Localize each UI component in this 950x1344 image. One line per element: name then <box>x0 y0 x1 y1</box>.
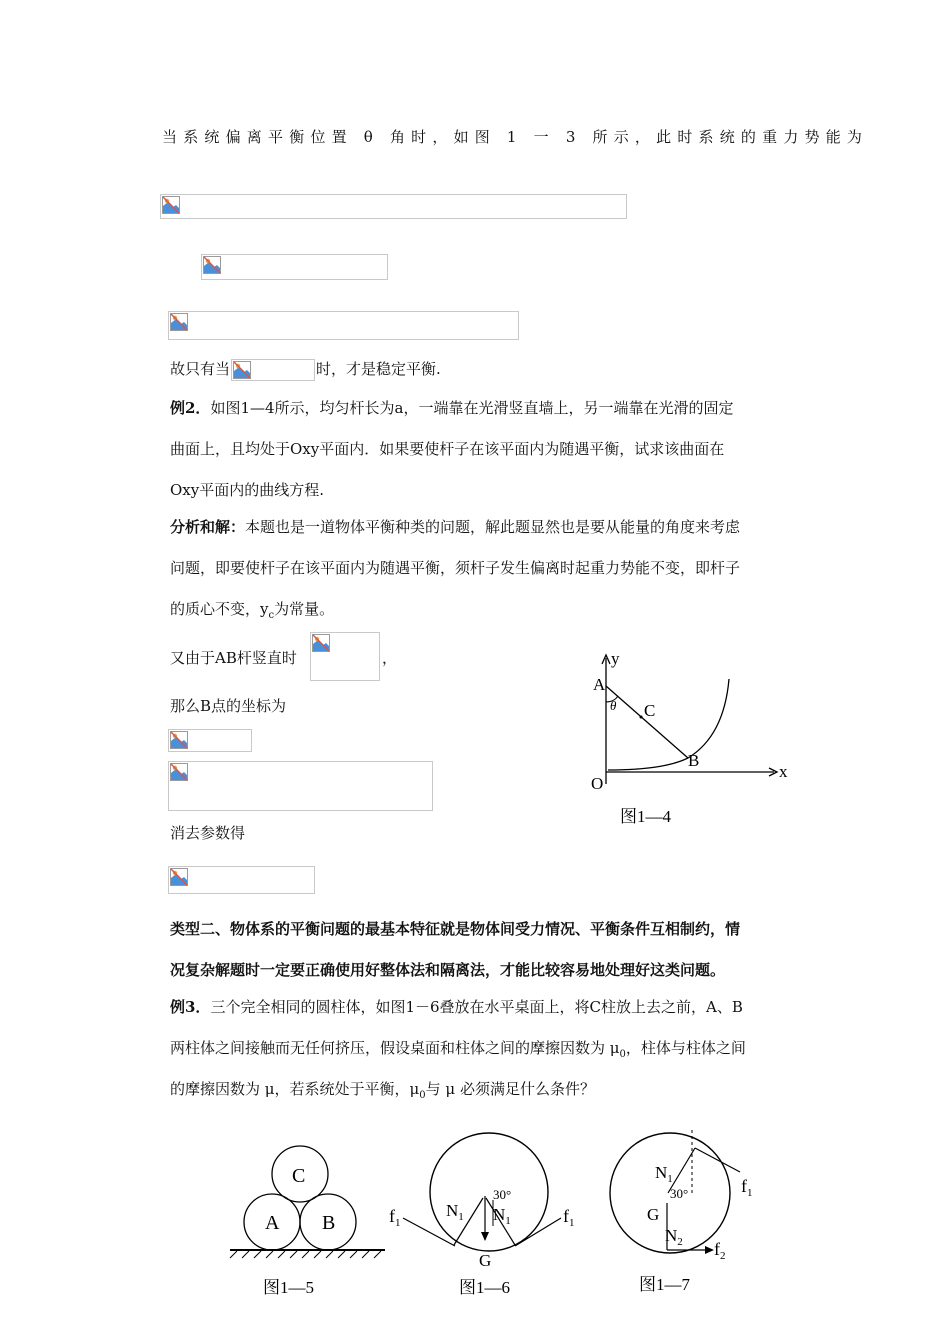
friction-right <box>515 1218 561 1246</box>
label-f1-right: $f_1$ <box>563 1206 575 1229</box>
label-b: B <box>688 751 700 770</box>
analysis-line-3: 的质心不变，$y_c$为常量。 <box>170 600 335 621</box>
broken-image-icon <box>162 196 180 214</box>
equation-image <box>168 729 252 752</box>
label-g: G <box>479 1251 492 1270</box>
label-a: A <box>593 675 606 694</box>
text-line-stable: 故只有当 时，才是稳定平衡. <box>170 359 441 381</box>
equation-image <box>310 632 380 681</box>
figure-1-7 <box>610 1130 753 1294</box>
figure-caption: 图1—6 <box>459 1278 510 1297</box>
cylinder-outline <box>430 1133 548 1251</box>
text-line-eliminate: 消去参数得 <box>170 824 246 842</box>
label-n1-right: $N_1$ <box>493 1205 511 1227</box>
example-2-line-1: 例2．如图1—4所示，均匀杆长为a，一端靠在光滑竖直墙上，另一端靠在光滑的固定 <box>170 399 734 417</box>
example-3-line-1: 例3．三个完全相同的圆柱体，如图1－6叠放在水平桌面上，将C柱放上去之前，A、B <box>170 998 743 1016</box>
broken-image-icon <box>170 313 188 331</box>
arrow-head-icon <box>705 1246 714 1254</box>
label-angle: 30° <box>670 1186 689 1201</box>
text-line-b-coordinate: 那么B点的坐标为 <box>170 697 287 715</box>
broken-image-icon <box>170 763 188 781</box>
type-2-line-1: 类型二、物体系的平衡问题的最基本特征就是物体间受力情况、平衡条件互相制约，情 <box>170 920 741 938</box>
label-n1-left: $N_1$ <box>446 1201 464 1223</box>
example-2-line-3: Oxy平面内的曲线方程. <box>170 481 324 499</box>
analysis-line-2: 问题，即要使杆子在该平面内为随遇平衡，须杆子发生偏离时起重力势能不变，即杆子 <box>170 559 741 577</box>
equation-image <box>160 194 627 219</box>
label-f2: $f_2$ <box>714 1239 726 1262</box>
equation-image <box>168 311 519 340</box>
friction-left <box>403 1218 455 1246</box>
example-2-line-2: 曲面上，且均处于Oxy平面内．如果要使杆子在该平面内为随遇平衡，试求该曲面在 <box>170 440 725 458</box>
broken-image-icon <box>312 634 330 652</box>
label-f1: $f_1$ <box>741 1176 753 1199</box>
figure-caption: 图1—5 <box>263 1278 314 1297</box>
label-x: x <box>779 762 788 781</box>
equation-image <box>201 254 388 280</box>
arrow-head-icon <box>481 1232 489 1241</box>
equation-image <box>168 761 433 811</box>
broken-image-icon <box>203 256 221 274</box>
equation-image <box>168 866 315 894</box>
label-g: G <box>647 1205 660 1224</box>
label-b: B <box>322 1212 336 1234</box>
point-c <box>640 716 643 719</box>
comma: ， <box>382 649 398 667</box>
analysis-line-1: 分析和解：本题也是一道物体平衡种类的问题，解此题显然也是要从能量的角度来考虑 <box>170 518 741 536</box>
hatching <box>230 1251 381 1258</box>
friction-top <box>695 1148 740 1172</box>
example-3-line-2: 两柱体之间接触而无任何挤压，假设桌面和柱体之间的摩擦因数为 $\mu_0$，柱体与柱体之间 <box>170 1039 746 1060</box>
label-y: y <box>611 649 620 668</box>
label-n1: $N_1$ <box>655 1163 673 1185</box>
figure-1-5 <box>230 1146 385 1297</box>
label-c: C <box>292 1165 306 1187</box>
broken-image-icon <box>233 361 251 379</box>
figure-1-4 <box>584 644 790 830</box>
label-theta: θ <box>610 698 617 713</box>
type-2-line-2: 况复杂解题时一定要正确使用好整体法和隔离法，才能比较容易地处理好这类问题。 <box>170 961 726 979</box>
broken-image-icon <box>170 731 188 749</box>
figures-1-5-to-1-7 <box>225 1128 765 1303</box>
label-angle: 30° <box>493 1187 512 1202</box>
label-n2: $N_2$ <box>665 1226 683 1248</box>
label-f1-left: $f_1$ <box>389 1206 401 1229</box>
text-line-potential-energy: 当系统偏离平衡位置 θ 角时，如图 1 一 3 所示，此时系统的重力势能为 <box>162 128 869 146</box>
label-a: A <box>265 1212 280 1234</box>
figure-1-6 <box>389 1133 575 1297</box>
equation-image <box>231 359 315 381</box>
example-3-line-3: 的摩擦因数为 μ，若系统处于平衡，$\mu_0$与 μ 必须满足什么条件？ <box>170 1080 595 1101</box>
text-line-vertical: 又由于AB杆竖直时 <box>170 649 297 667</box>
curve <box>608 679 729 770</box>
label-c: C <box>644 701 656 720</box>
figure-caption: 图1—7 <box>639 1275 690 1294</box>
broken-image-icon <box>170 868 188 886</box>
rod-ab <box>606 686 688 758</box>
label-o: O <box>591 774 604 793</box>
figure-caption: 图1—4 <box>620 807 671 826</box>
